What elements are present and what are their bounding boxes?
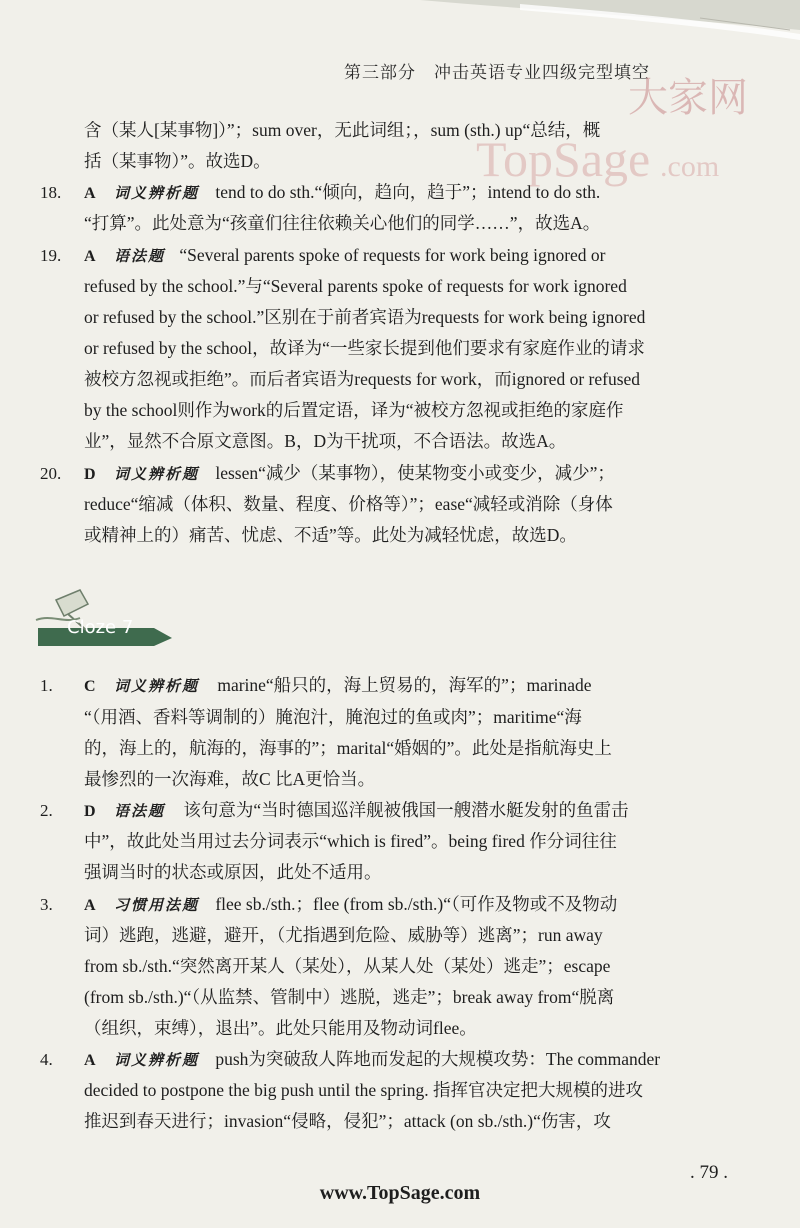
text-line: decided to postpone the big push until the spring. 指挥官决定把大规模的进攻 xyxy=(84,1080,643,1100)
text-line: 中”，故此处当用过去分词表示“which is fired”。being fired 作分词往往 xyxy=(84,831,617,851)
explanation-text: push为突破敌人阵地而发起的大规模攻势：The commander xyxy=(215,1049,661,1069)
explanation-text: “Several parents spoke of requests for work being ignored or xyxy=(179,245,606,265)
text-line xyxy=(84,177,600,209)
cloze-section-label: Cloze 7 xyxy=(67,617,134,638)
text-line: “打算”。此处意为“孩童们往往依赖关心他们的同学……”，故选A。 xyxy=(84,213,601,233)
answer-letter: D xyxy=(84,466,96,483)
text-line xyxy=(84,889,617,921)
explanation-text: lessen“减少（某事物），使某物变小或变少，减少”； xyxy=(215,463,615,483)
text-line: from sb./sth.“突然离开某人（某处），从某人处（某处）逃走”；escape xyxy=(84,956,611,976)
text-line: 括（某事物）”。故选D。 xyxy=(84,151,271,171)
answer-letter: C xyxy=(84,678,96,695)
explanation-text: marine“船只的，海上贸易的，海军的”；marinade xyxy=(217,675,592,695)
item-number: 1. xyxy=(40,676,53,695)
text-line: （组织，束缚），退出”。此处只能用及物动词flee。 xyxy=(84,1018,477,1038)
text-line xyxy=(84,795,629,827)
explanation-text: 该句意为“当时德国巡洋舰被俄国一艘潜水艇发射的鱼雷击 xyxy=(183,800,629,820)
text-line: “（用酒、香料等调制的）腌泡汁，腌泡过的鱼或肉”；maritime“海 xyxy=(84,707,582,727)
question-type: 词义辨析题 xyxy=(113,677,199,695)
page-number: . 79 . xyxy=(690,1162,728,1183)
answer-letter: A xyxy=(84,1052,96,1069)
item-number: 2. xyxy=(40,801,53,820)
question-type: 词义辨析题 xyxy=(113,1051,199,1069)
item-number: 18. xyxy=(40,183,62,202)
answer-letter: D xyxy=(84,803,96,820)
question-type: 语法题 xyxy=(113,247,165,265)
text-line: 业”，显然不合原文意图。B，D为干扰项，不合语法。故选A。 xyxy=(84,431,567,451)
answer-letter: A xyxy=(84,248,96,265)
text-line: 的，海上的，航海的，海事的”；marital“婚姻的”。此处是指航海史上 xyxy=(84,738,612,758)
text-line xyxy=(84,458,615,490)
page-header-title: 第三部分 冲击英语专业四级完型填空 xyxy=(344,63,650,83)
watermark-logo: 大家网 xyxy=(628,75,748,121)
text-line: 推迟到春天进行；invasion“侵略，侵犯”；attack (on sb./sth.)“伤害，攻 xyxy=(84,1111,611,1131)
text-line: 被校方忽视或拒绝”。而后者宾语为requests for work，而ignored or refused xyxy=(84,369,641,389)
text-line: 词）逃跑，逃避，避开，（尤指遇到危险、威胁等）逃离”；run away xyxy=(84,925,603,945)
text-line: by the school则作为work的后置定语，译为“被校方忽视或拒绝的家庭作 xyxy=(84,400,624,420)
text-line: 或精神上的）痛苦、忧虑、不适”等。此处为减轻忧虑，故选D。 xyxy=(84,525,577,545)
answer-letter: A xyxy=(84,185,96,202)
text-line: 最惨烈的一次海难，故C 比A更恰当。 xyxy=(84,769,376,789)
footer-url: www.TopSage.com xyxy=(319,1182,481,1204)
text-line: 强调当时的状态或原因，此处不适用。 xyxy=(84,862,382,882)
question-type: 词义辨析题 xyxy=(113,184,199,202)
explanation-text: flee sb./sth.；flee (from sb./sth.)“（可作及物或不及物动 xyxy=(215,894,618,914)
watermark-text: TopSage xyxy=(476,131,651,187)
question-type: 词义辨析题 xyxy=(113,465,199,483)
item-number: 4. xyxy=(40,1050,53,1069)
watermark-domain: .com xyxy=(660,150,720,183)
text-line xyxy=(84,670,592,702)
item-number: 19. xyxy=(40,246,62,265)
text-line: refused by the school.”与“Several parents spoke of requests for work ignored xyxy=(84,276,627,296)
text-line xyxy=(84,1044,660,1076)
item-number: 20. xyxy=(40,464,62,483)
text-line: reduce“缩减（体积、数量、程度、价格等）”；ease“减轻或消除（身体 xyxy=(84,494,613,514)
question-type: 语法题 xyxy=(113,802,165,820)
answer-letter: A xyxy=(84,897,96,914)
text-line: or refused by the school，故译为“一些家长提到他们要求有家庭作业的请求 xyxy=(84,338,645,358)
text-line xyxy=(84,240,606,272)
text-line: (from sb./sth.)“（从监禁、管制中）逃脱，逃走”；break away from“脱离 xyxy=(84,987,615,1007)
text-line: 含（某人[某事物]）”；sum over，无此词组；，sum (sth.) up“总结，概 xyxy=(84,120,601,140)
text-line: or refused by the school.”区别在于前者宾语为requests for work being ignored xyxy=(84,307,646,327)
explanation-text: tend to do sth.“倾向，趋向，趋于”；intend to do sth. xyxy=(215,182,601,202)
item-number: 3. xyxy=(40,895,53,914)
question-type: 习惯用法题 xyxy=(113,896,199,914)
